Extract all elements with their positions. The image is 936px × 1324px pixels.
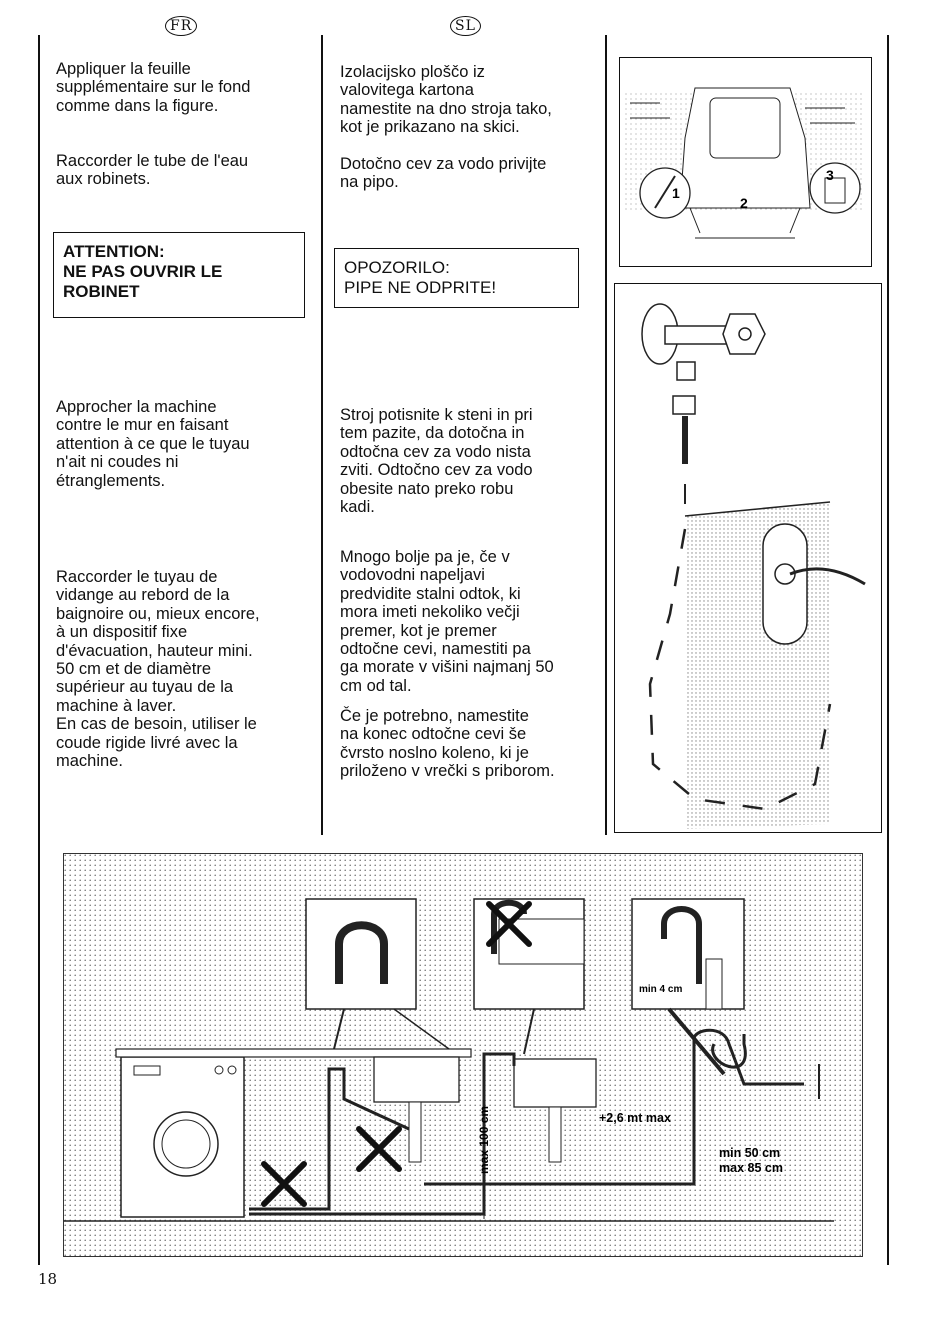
page-number: 18 [38,1270,58,1288]
label-min-50-cm: min 50 cm [719,1146,781,1160]
fr-paragraph-2: Raccorder le tube de l'eau aux robinets. [56,152,249,189]
label-2-6-mt-max: +2,6 mt max [599,1111,671,1125]
lang-badge-sl-text: SL [450,16,481,36]
sl-paragraph-1: Izolacijsko ploščo iz valovitega kartona namestite na dno stroja tako, kot je prikazano na skici. [340,63,552,137]
hose-connection-illustration [615,284,880,831]
fr-paragraph-1: Appliquer la feuille supplémentaire sur le fond comme dans la figure. [56,60,251,115]
fr-paragraph-4: Raccorder le tuyau de vidange au rebord de la baignoire ou, mieux encore, à un dispositif fixe d'évacuation, hauteur mini. 50 cm et de diamètre supérieur au tuyau de la machine à laver. En cas de besoin, utiliser le coude rigide livré avec la machine. [56,568,260,771]
insulation-panel-illustration [620,58,870,265]
label-max-100-cm: max 100 cm [477,1105,491,1174]
fr-paragraph-3: Approcher la machine contre le mur en faisant attention à ce que le tuyau n'ait ni coudes ni étranglements. [56,398,250,490]
lang-badge-sl [450,18,481,34]
column-divider-right [605,35,607,835]
column-divider-far-right [887,35,889,1265]
hose-nut [673,396,695,414]
figure-label-2: 2 [740,195,748,211]
fr-warning-line-2: NE PAS OUVRIR LE [63,262,223,281]
washing-machine [121,1057,244,1217]
sl-paragraph-3: Stroj potisnite k steni in pri tem pazite, da dotočna in odtočna cev za vodo nista zviti. Odtočno cev za vodo obesite nato preko robu kadi. [340,406,533,517]
fr-warning-box [53,232,305,318]
figure-label-1: 1 [672,185,680,201]
sl-paragraph-4: Mnogo bolje pa je, če v vodovodni napeljavi predvidite stalni odtok, ki mora imeti nekoliko večji premer, kot je premer odtočne cevi, namestiti pa ga morate v višini najmanj 50 cm od tal. [340,548,554,695]
fr-warning-line-1: ATTENTION: [63,242,165,261]
drain-installation-illustration [64,854,863,1257]
sl-warning-box [334,248,579,308]
label-max-85-cm: max 85 cm [719,1161,783,1175]
sl-paragraph-2: Dotočno cev za vodo privijte na pipo. [340,155,547,192]
label-min-4-cm: min 4 cm [639,984,683,995]
detail-circle-3 [810,163,860,213]
lang-badge-fr-text: FR [165,16,197,36]
lang-badge-fr [165,18,197,34]
figure-insulation-panel [619,57,872,267]
figure-label-3: 3 [826,167,834,183]
sl-paragraph-5: Če je potrebno, namestite na konec odtočne cevi še čvrsto noslno koleno, ki je priloženo v vrečki s priborom. [340,707,555,781]
sl-warning-line-2: PIPE NE ODPRITE! [344,278,497,297]
column-divider-middle [321,35,323,835]
figure-hose-connection [614,283,882,833]
fr-warning-line-3: ROBINET [63,282,140,301]
column-divider-left [38,35,40,1265]
figure-drain-installation [63,853,863,1257]
sl-warning-line-1: OPOZORILO: [344,258,450,277]
